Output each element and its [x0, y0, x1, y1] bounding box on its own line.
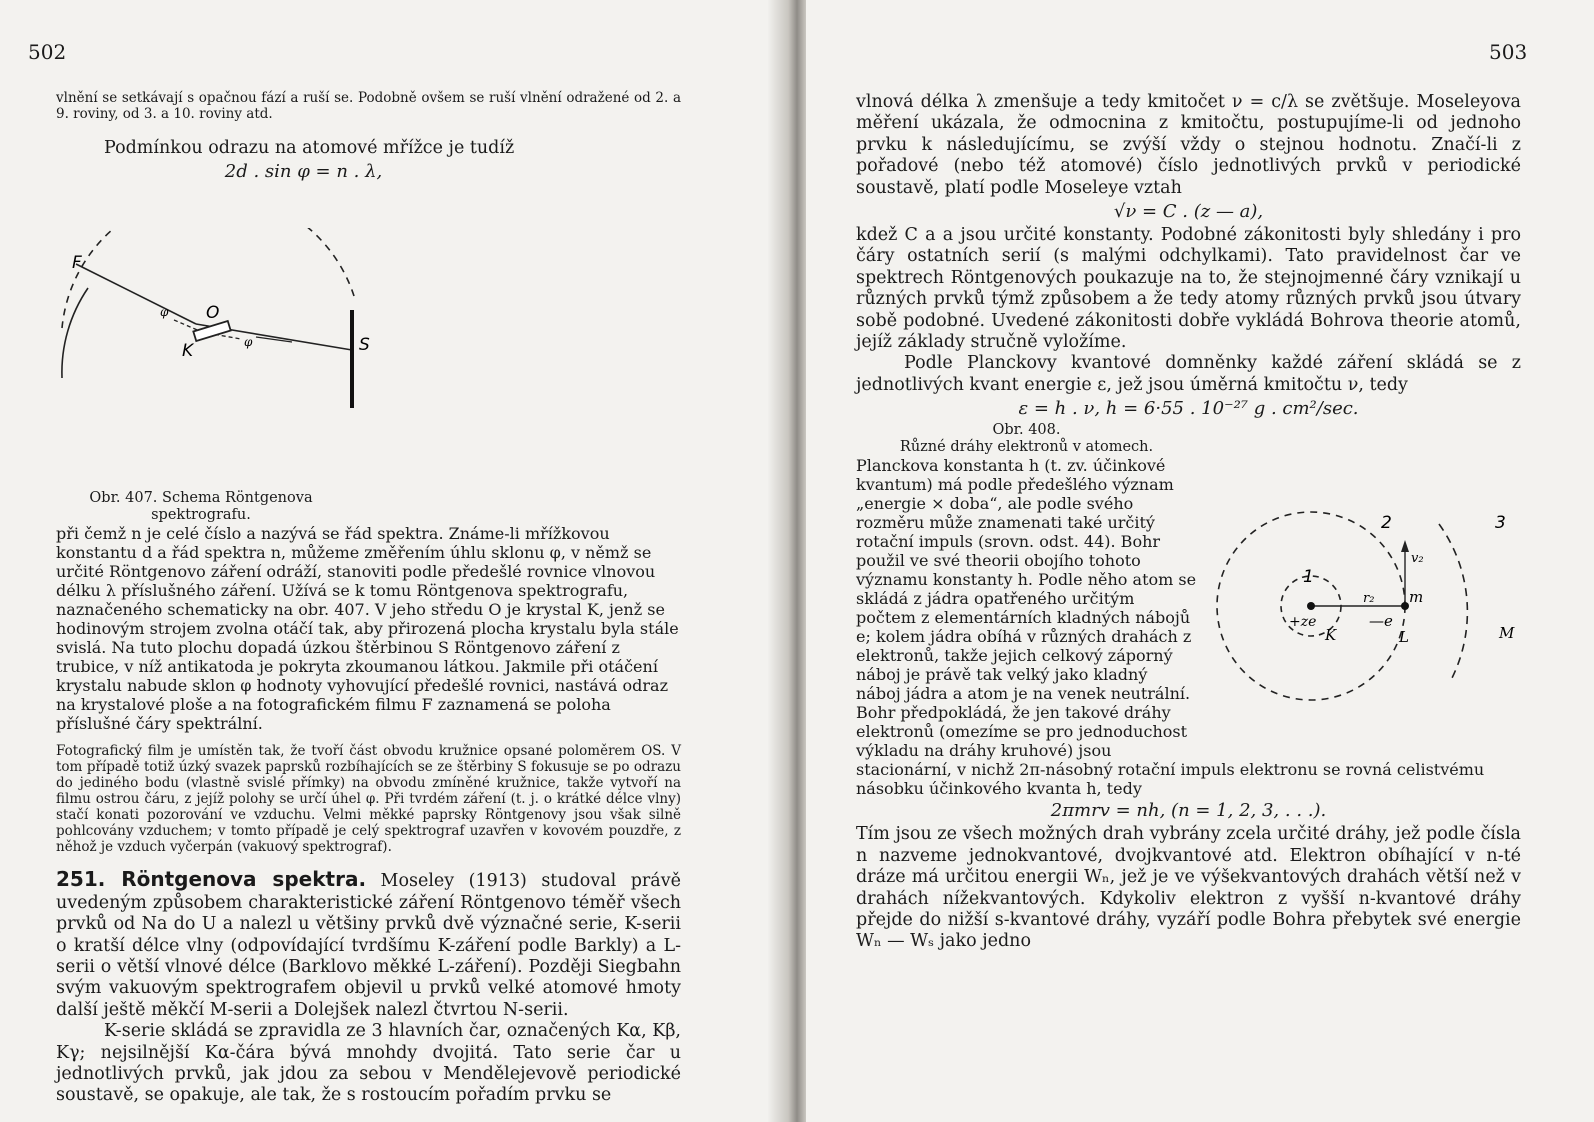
paragraph-regularity: kdež C a a jsou určité konstanty. Podobné zákonitosti byly shledány i pro čáry ostatních serií (s malými odchylkami). Tato pravidelnost čar ve spektrech Röntgenových poukazuje na to, že stejnojmenné čáry vznikají u různých prvků týmž způsobem a že tedy atomy různých prvků jsou útvary sobě podobné. Uvedené zákonitosti dobře vykládá Bohrova theorie atomů, jejíž základy stručně vyložíme. — [856, 225, 1521, 353]
electron-label: —e — [1369, 612, 1393, 631]
electron-orbits-diagram — [1203, 510, 1521, 702]
equation-planck: ε = h . ν, h = 6·55 . 10⁻²⁷ g . cm²/sec. — [1018, 398, 1359, 420]
label-S: S — [359, 335, 370, 356]
paragraph-spectrograph-text: při čemž n je celé číslo a nazývá se řád spektra. Známe-li mřížkovou konstantu d a řád spektra n, můžeme změřením úhlu sklonu φ, v němž se určité Röntgenovo záření odráží, stanoviti podle předešlé rovnice vlnovou délku λ příslušného záření. Užívá se k tomu Röntgenova spektrografu, naznačeného schematicky na obr. 407. V jeho středu O je krystal K, jenž se hodinovým strojem zvolna otáčí tak, aby přirozená plocha krystalu byla stále svislá. Na tuto plochu dopadá úzkou štěrbinou S Röntgenovo záření z trubice, v níž antikatoda je pokryta zkoumanou látkou. Jakmile při otáčení krystalu nabude sklon φ hodnoty vyhovující předešlé rovnici, nastává odraz na krystalové ploše a na fotografickém filmu F zaznamená se poloha příslušné čáry spektrální. — [56, 524, 679, 734]
shell-label-K: K — [1325, 626, 1337, 645]
figure-408-number: Obr. 408. — [992, 422, 1061, 439]
figure-408-caption: Různé dráhy elektronů v atomech. — [899, 439, 1154, 456]
paragraph-section-251 — [56, 869, 681, 1021]
orbit-label-3: 3 — [1495, 513, 1506, 534]
paragraph-moseley-law: vlnová délka λ zmenšuje a tedy kmitočet ν = c/λ se zvětšuje. Moseleyova měření ukázala, že odmocnina z kmitočtu, postupujíme-li od jednoho prvku k následujícímu, se zvýší vždy o stejnou hodnotu. Značí-li z pořadové (nebo též atomové) číslo jednotlivých prvků v periodické soustavě, platí podle Moseleye vztah — [856, 92, 1521, 198]
paragraph-orbits: Tím jsou ze všech možných drah vybrány zcela určité dráhy, jež podle čísla n nazveme jednokvantové, dvojkvantové atd. Elektron obíhající v n-té dráze má určitou energii Wₙ, jež je ve výšekvantových drahách větší než v drahách nížekvantových. Kdykoliv elektron z vyšší n-kvantové dráhy přejde do nižší s-kvantové dráhy, vyzáří podle Bohra přebytek své energie Wₙ — Wₛ jako jedno — [856, 824, 1521, 952]
figure-407-caption: Obr. 407. Schema Röntgenova spektrografu. — [89, 490, 313, 524]
page-number-left: 502 — [28, 40, 67, 64]
left-text-column — [56, 90, 681, 1107]
page-number-right: 503 — [1489, 40, 1528, 64]
velocity-label: v₂ — [1411, 551, 1424, 567]
note-top: vlnění se setkávají s opačnou fází a ruší se. Podobně ovšem se ruší vlnění odražené od 2. a 9. roviny, od 3. a 10. roviny atd. — [56, 90, 681, 122]
label-phi-1: φ — [160, 305, 169, 320]
paragraph-condition: Podmínkou odrazu na atomové mřížce je tudíž — [104, 138, 515, 158]
paragraph-bohr-text: Planckova konstanta h (t. zv. účinkové kvantum) má podle předešlého význam „energie × doba“, ale podle svého rozměru může znamenati také určitý rotační impuls (srovn. odst. 44). Bohr použil ve své theorii obojího tohoto významu konstanty h. Podle něho atom se skládá z jádra opatřeného určitým počtem z elementárních kladných nábojů e; kolem jádra obíhá v různých drahách z elektronů, takže jejich celkový záporný náboj je právě tak velký jako kladný náboj jádra a atom je na venek neutrální. Bohr předpokládá, že jen takové dráhy elektronů (omezíme se pro jednoduchost výkladu na dráhy kruhové) jsou stacionární, v nichž 2π-násobný rotační impuls elektronu se rovná celistvému násobku účinkového kvanta h, tedy — [856, 456, 1485, 799]
spectrograph-diagram — [56, 228, 378, 450]
figure-407 — [56, 228, 383, 490]
note-film: Fotografický film je umístěn tak, že tvoří část obvodu kružnice opsané poloměrem OS. V tom případě totiž úzký svazek paprsků rozbíhajících se ze štěrbiny S fokusuje se po odrazu do jediného bodu (vlastně svislé přímky) na obvodu zmíněné kružnice, takže vytvoří na filmu ostrou čáru, z jejíž polohy se určí úhel φ. Při tvrdém záření (t. j. o krátké délce vlny) stačí konati pozorování ve vzduchu. Velmi měkké paprsky Röntgenovy jsou však silně pohlcovány vzduchem; v tomto případě je celý spektrograf uzavřen v kovovém pouzdře, z něhož je vzduch vyčerpán (vakuový spektrograf). — [56, 743, 681, 856]
label-phi-2: φ — [244, 335, 253, 350]
equation-quantization: 2πmrv = nh, (n = 1, 2, 3, . . .). — [1050, 800, 1327, 822]
orbit-label-1: 1 — [1303, 567, 1314, 588]
figure-408 — [1203, 510, 1521, 742]
label-O: O — [206, 303, 220, 324]
label-F: F — [72, 253, 82, 274]
paragraph-moseley: Moseley (1913) studoval právě uvedeným způsobem charakteristické záření Röntgenovo téměř všech prvků od Na do U a nalezl u většiny prvků dvě význačné serie, K-serii o kratší délce vlny (odpovídající tvrdšímu K-záření podle Barkly) a L-serii o větší vlnové délce (Barklovo měkké L-záření). Později Siegbahn svým vakuovým spektrografem objevil u prvků velké atomové hmoty další ještě měkčí M-serii a Dolejšek nalezl čtvrtou N-serii. — [56, 871, 681, 1020]
shell-label-L: L — [1399, 628, 1409, 647]
shell-label-M: M — [1499, 624, 1515, 643]
orbit-label-2: 2 — [1381, 513, 1392, 534]
right-text-column — [856, 92, 1521, 953]
section-heading-251: 251. Röntgenova spektra. — [56, 867, 367, 892]
left-page — [0, 0, 792, 1122]
paragraph-k-series: K-serie skládá se zpravidla ze 3 hlavních čar, označených Kα, Kβ, Kγ; nejsilnější Kα-čára bývá mnohdy dvojitá. Tato serie čar u jednotlivých prvků, jak jdou za sebou v Mendělejevově periodické soustavě, se opakuje, ale tak, že s rostoucím pořadím prvku se — [56, 1021, 681, 1106]
equation-moseley: √ν = C . (z — a), — [1113, 201, 1264, 223]
radius-label: r₂ — [1363, 591, 1375, 607]
paragraph-planck: Podle Planckovy kvantové domněnky každé záření skládá se z jednotlivých kvant energie ε, jež jsou úměrná kmitočtu ν, tedy — [856, 353, 1521, 395]
label-K: K — [182, 341, 194, 362]
equation-bragg: 2d . sin φ = n . λ, — [224, 161, 383, 183]
right-page — [806, 0, 1594, 1122]
nucleus-label: +ze — [1289, 614, 1317, 631]
mass-label: m — [1409, 588, 1424, 607]
